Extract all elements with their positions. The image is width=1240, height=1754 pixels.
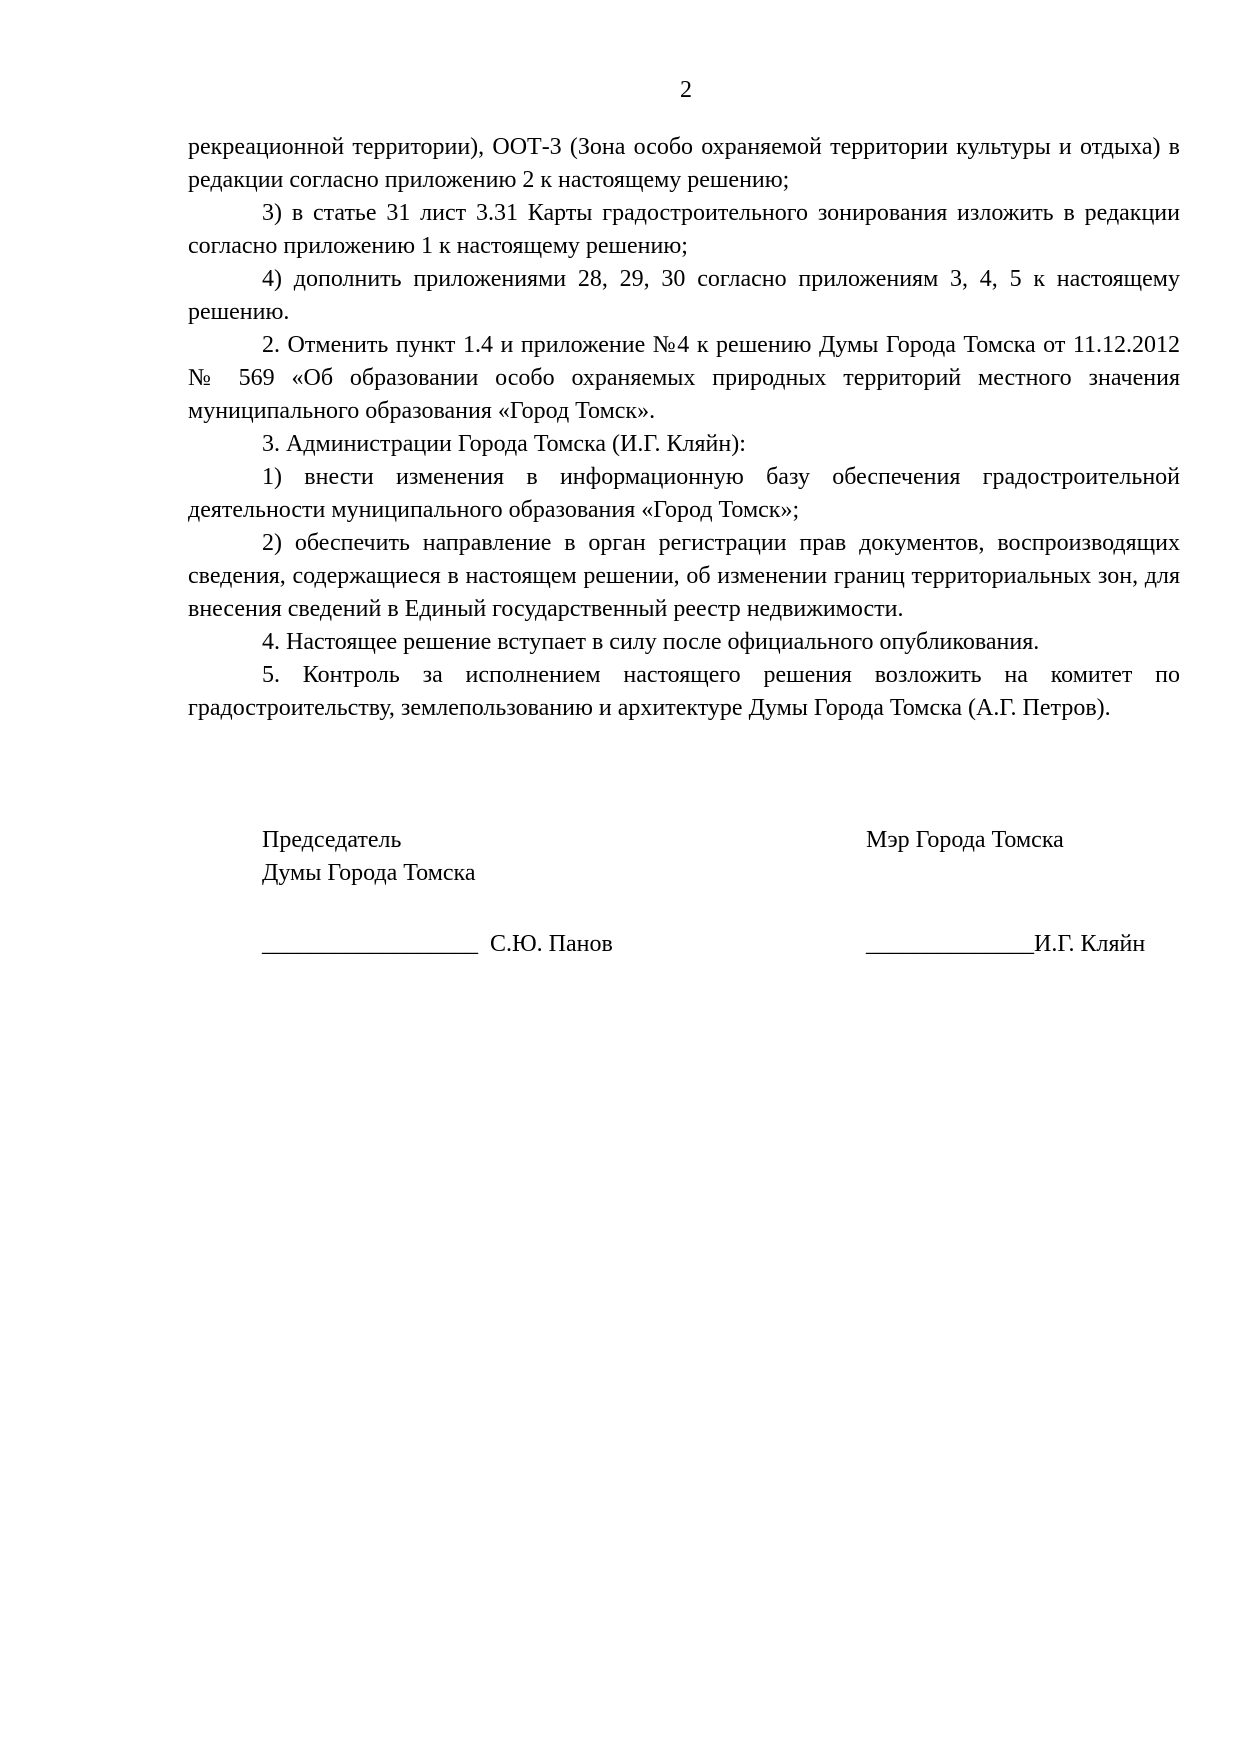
signatory-title: Мэр Города Томска — [866, 827, 1064, 853]
page-number: 2 — [680, 77, 692, 103]
signature-blank: ______________ — [866, 931, 1034, 957]
signature-line-mayor — [866, 928, 1145, 961]
paragraph: 4. Настоящее решение вступает в силу после официального опубликования. — [262, 629, 1040, 655]
paragraph: 4) дополнить приложениями 28, 29, 30 согласно приложениям 3, 4, 5 к настоящему решению. — [188, 266, 1180, 325]
signatory-title: Председатель — [262, 827, 402, 853]
signatory-title: Думы Города Томска — [262, 860, 476, 886]
signature-blank: __________________ — [262, 931, 478, 957]
paragraph: 2) обеспечить направление в орган регистрации прав документов, воспроизводящих сведения, содержащиеся в настоящем решении, об изменении границ территориальных зон, для внесения сведений в Единый государственный реестр недвижимости. — [188, 530, 1180, 622]
paragraph: 3) в статье 31 лист 3.31 Карты градостроительного зонирования изложить в редакции согласно приложению 1 к настоящему решению; — [188, 200, 1180, 259]
signature-block-mayor — [866, 824, 1064, 857]
signature-line-chairman — [262, 928, 613, 961]
paragraph: 3. Администрации Города Томска (И.Г. Кляйн): — [262, 431, 746, 457]
paragraph: 1) внести изменения в информационную базу обеспечения градостроительной деятельности муниципального образования «Город Томск»; — [188, 464, 1180, 523]
document-body — [188, 131, 1180, 725]
signatory-name: И.Г. Кляйн — [1034, 931, 1146, 957]
paragraph: рекреационной территории), ООТ-3 (Зона особо охраняемой территории культуры и отдыха) в редакции согласно приложению 2 к настоящему решению; — [188, 134, 1180, 193]
signatory-name: С.Ю. Панов — [490, 931, 613, 957]
paragraph: 5. Контроль за исполнением настоящего решения возложить на комитет по градостроительству, землепользованию и архитектуре Думы Города Томска (А.Г. Петров). — [188, 662, 1180, 721]
paragraph: 2. Отменить пункт 1.4 и приложение №4 к решению Думы Города Томска от 11.12.2012 № 569 «Об образовании особо охраняемых природных территорий местного значения муниципального образования «Город Томск». — [188, 332, 1180, 424]
signature-block-chairman — [262, 824, 476, 890]
